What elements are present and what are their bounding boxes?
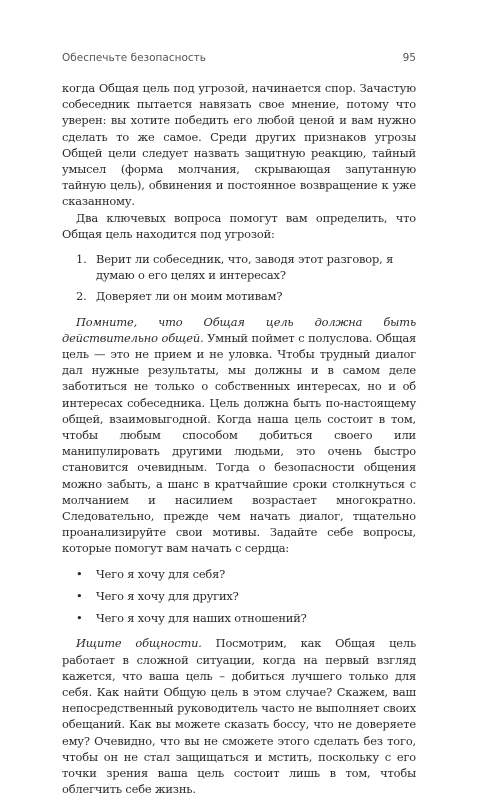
bullet-mark: • <box>76 611 83 626</box>
self-questions-list <box>62 566 416 627</box>
paragraph-find-common-ground <box>62 635 416 797</box>
list-number: 1. <box>76 252 87 267</box>
list-item <box>62 566 416 582</box>
list-item-text: Чего я хочу для себя? <box>96 566 226 581</box>
section-title: Обеспечьте безопасность <box>62 52 206 64</box>
paragraph-key-questions-intro: Два ключевых вопроса помогут вам определить, что Общая цель находится под угрозой: <box>62 210 416 241</box>
body-text <box>62 80 416 797</box>
list-item <box>62 588 416 604</box>
paragraph-mutual-purpose <box>62 314 416 557</box>
key-questions-list <box>62 251 416 305</box>
page-number: 95 <box>402 52 416 64</box>
list-item-text: Чего я хочу для наших отношений? <box>96 611 307 626</box>
list-item <box>62 288 416 304</box>
paragraph-lead-italic: Помните, что Общая цель должна быть действительно общей. <box>62 314 416 345</box>
list-item-text: Верит ли собеседник, что, заводя этот разговор, я думаю о его целях и интересах? <box>96 252 394 283</box>
paragraph-threat-signs: когда Общая цель под угрозой, начинается спор. Зачастую собеседник пытается навязать свое мнение, потому что уверен: вы хотите победить его любой ценой и вам нужно сделать то же самое. Среди других признаков угрозы Общей цели следует назвать защитную реакцию, тайный умысел (форма молчания, скрывающая запутанную тайную цель), обвинения и постоянное возвращение к уже сказанному. <box>62 81 416 209</box>
bullet-mark: • <box>76 588 83 603</box>
paragraph-text: Умный поймет с полуслова. Общая цель — это не прием и не уловка. Чтобы трудный диалог дал нужные результаты, мы должны и в самом деле заботиться не только о собственных интересах, но и об интересах собеседника. Цель должна быть по-настоящему общей, взаимовыгодной. Когда наша цель состоит в том, чтобы любым способом добиться своего или манипулировать другими людьми, это очень быстро становится очевидным. Тогда о безопасности общения можно забыть, а шанс в кратчайшие сроки столкнуться с молчанием и насилием возрастает многократно. Следовательно, прежде чем начать диалог, тщательно проанализируйте свои мотивы. Задайте себе вопросы, которые помогут вам начать с сердца: <box>62 330 416 556</box>
list-item <box>62 610 416 626</box>
running-header <box>62 52 416 64</box>
list-item-text: Доверяет ли он моим мотивам? <box>96 289 283 304</box>
list-item-text: Чего я хочу для других? <box>96 588 239 603</box>
paragraph-lead-italic: Ищите общности. <box>76 636 202 651</box>
bullet-mark: • <box>76 566 83 581</box>
list-item <box>62 251 416 283</box>
list-number: 2. <box>76 289 87 304</box>
paragraph-text: Посмотрим, как Общая цель работает в сложной ситуации, когда на первый взгляд кажется, что ваша цель – добиться лучшего только для себя. Как найти Общую цель в этом случае? Скажем, ваш непосредственный руководитель часто не выполняет своих обещаний. Как вы можете сказать боссу, что не доверяете ему? Очевидно, что вы не сможете этого сделать без того, чтобы он не стал защищаться и мстить, поскольку с его точки зрения ваша цель состоит лишь в том, чтобы облегчить себе жизнь. <box>62 636 416 797</box>
